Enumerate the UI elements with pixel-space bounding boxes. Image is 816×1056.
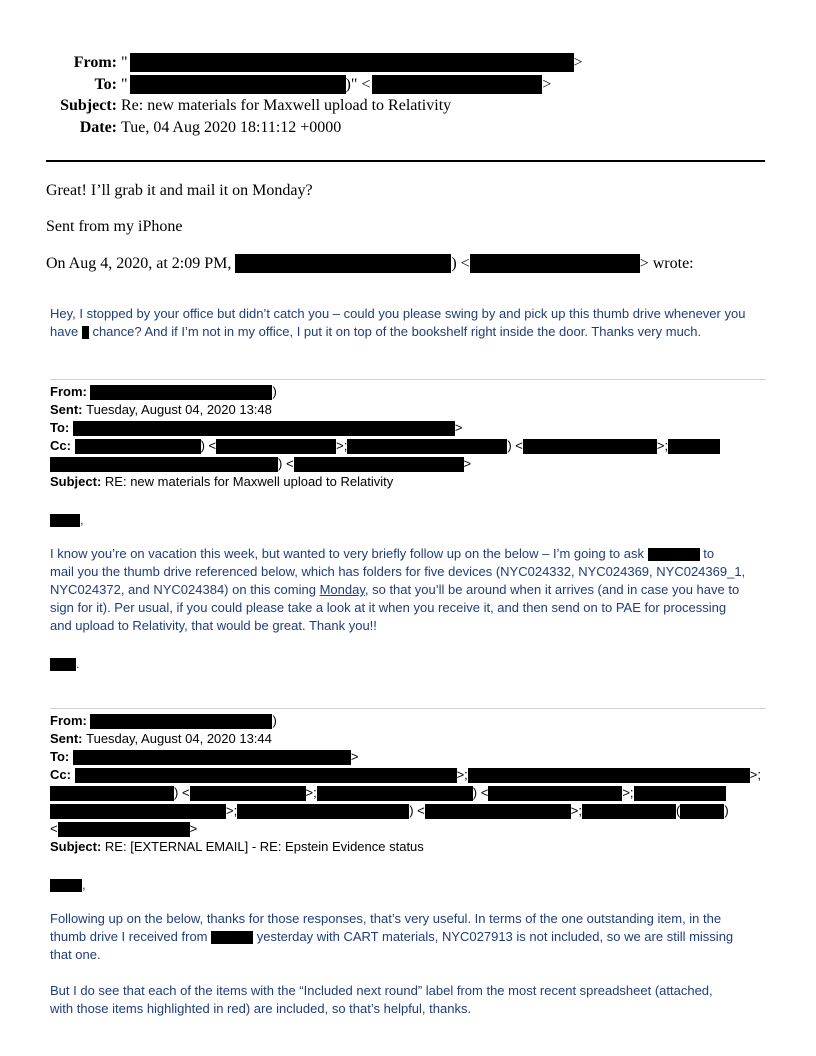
header-divider	[46, 160, 765, 162]
redacted-block	[216, 439, 336, 454]
redacted-block	[130, 75, 346, 94]
subject-value: RE: new materials for Maxwell upload to Relativity	[104, 474, 394, 489]
to-label: To:	[94, 75, 117, 93]
redacted-block	[190, 786, 306, 801]
date-label: Date:	[79, 118, 117, 136]
redacted-block	[425, 804, 571, 819]
redacted-block	[50, 879, 82, 892]
redacted-block	[75, 439, 201, 454]
redacted-block	[468, 768, 750, 783]
subject-value: RE: [EXTERNAL EMAIL] - RE: Epstein Evidence status	[104, 839, 424, 854]
redacted-block	[237, 804, 409, 819]
redacted-block	[90, 714, 272, 729]
to-row: To: " )" < >	[0, 74, 816, 96]
date-row	[0, 117, 816, 139]
redacted-block	[50, 457, 278, 472]
from-row: From: " >	[0, 52, 816, 74]
email-3-header: From: ) Sent: Tuesday, August 04, 2020 13:44 To: > Cc: >; >; ) < >; ) < >; >; ) < >; ( ) < > Subject: RE: [EXTERNAL EMAIL] - RE: Epstein Evidence status	[50, 713, 762, 854]
salutation-3: ,	[50, 876, 770, 894]
email-header	[0, 52, 816, 138]
redacted-block	[50, 786, 174, 801]
redacted-block	[317, 786, 473, 801]
redacted-block	[58, 822, 190, 837]
signoff-2: .	[50, 655, 770, 673]
redacted-block	[523, 439, 657, 454]
message-separator	[50, 708, 766, 709]
sent-value: Tuesday, August 04, 2020 13:48	[86, 402, 272, 417]
redacted-block	[73, 421, 455, 436]
subject-label: Subject:	[60, 97, 117, 114]
reply-signature: Sent from my iPhone	[46, 218, 183, 235]
redacted-block	[488, 786, 622, 801]
from-label: From:	[73, 54, 117, 71]
redacted-block	[50, 658, 76, 671]
redacted-block	[90, 385, 272, 400]
redacted-block	[211, 931, 253, 944]
email-3-body-2: But I do see that each of the items with the “Included next round” label from the most recent spreadsheet (attached, with those items highlighted in red) are included, so that’s helpful, thanks.	[50, 983, 713, 1016]
redacted-block	[634, 786, 726, 801]
sent-value: Tuesday, August 04, 2020 13:44	[86, 731, 272, 746]
reply-line-1: Great! I’ll grab it and mail it on Monday?	[46, 182, 313, 199]
redacted-block	[50, 514, 80, 527]
subject-value: Re: new materials for Maxwell upload to Relativity	[121, 97, 452, 114]
redacted-block	[50, 804, 226, 819]
redacted-block	[75, 768, 457, 783]
redacted-block	[582, 804, 676, 819]
redacted-block	[648, 548, 700, 561]
redacted-block	[130, 53, 574, 72]
redacted-block	[73, 750, 351, 765]
redacted-block	[680, 804, 724, 819]
subject-row	[0, 95, 816, 117]
redacted-block	[235, 254, 451, 273]
redacted-block	[347, 439, 507, 454]
redacted-block	[294, 457, 464, 472]
salutation-2: ,	[50, 511, 770, 529]
reply-wrote-line: On Aug 4, 2020, at 2:09 PM, ) < > wrote:	[46, 254, 694, 272]
date-value: Tue, 04 Aug 2020 18:11:12 +0000	[121, 118, 342, 136]
email-2-header: From: ) Sent: Tuesday, August 04, 2020 13:48 To: > Cc: ) < >; ) < >; ) < > Subject: RE: new materials for Maxwell upload to Relativity	[50, 383, 770, 491]
redacted-block	[470, 254, 640, 273]
redacted-block	[82, 326, 89, 339]
email-3-body: Following up on the below, thanks for those responses, that’s very useful. In terms of the one outstanding item, in the thumb drive I received from yesterday with CART materials, NYC027913 is not included, so we are still missing that one.	[50, 911, 734, 962]
email-2-body: I know you’re on vacation this week, but wanted to very briefly follow up on the below – I’m going to ask to mail you the thumb drive referenced below, which has folders for five devices (NYC024332, NYC024369, NYC024369_1, NYC024372, and NYC024384) on this coming Monday, so that you’ll be around when it arrives (and in case you have to sign for it). Per usual, if you could please take a look at it when you receive it, and then send on to PAE for processing and upload to Relativity, that would be great. Thank you!!	[50, 546, 746, 633]
message-separator	[50, 379, 766, 380]
redacted-block	[372, 75, 542, 94]
quoted-message-1: Hey, I stopped by your office but didn’t catch you – could you please swing by and pick up this thumb drive whenever you have chance? And if I’m not in my office, I put it on top of the bookshelf right inside the door. Thanks very much.	[50, 306, 746, 339]
redacted-block	[668, 439, 720, 454]
